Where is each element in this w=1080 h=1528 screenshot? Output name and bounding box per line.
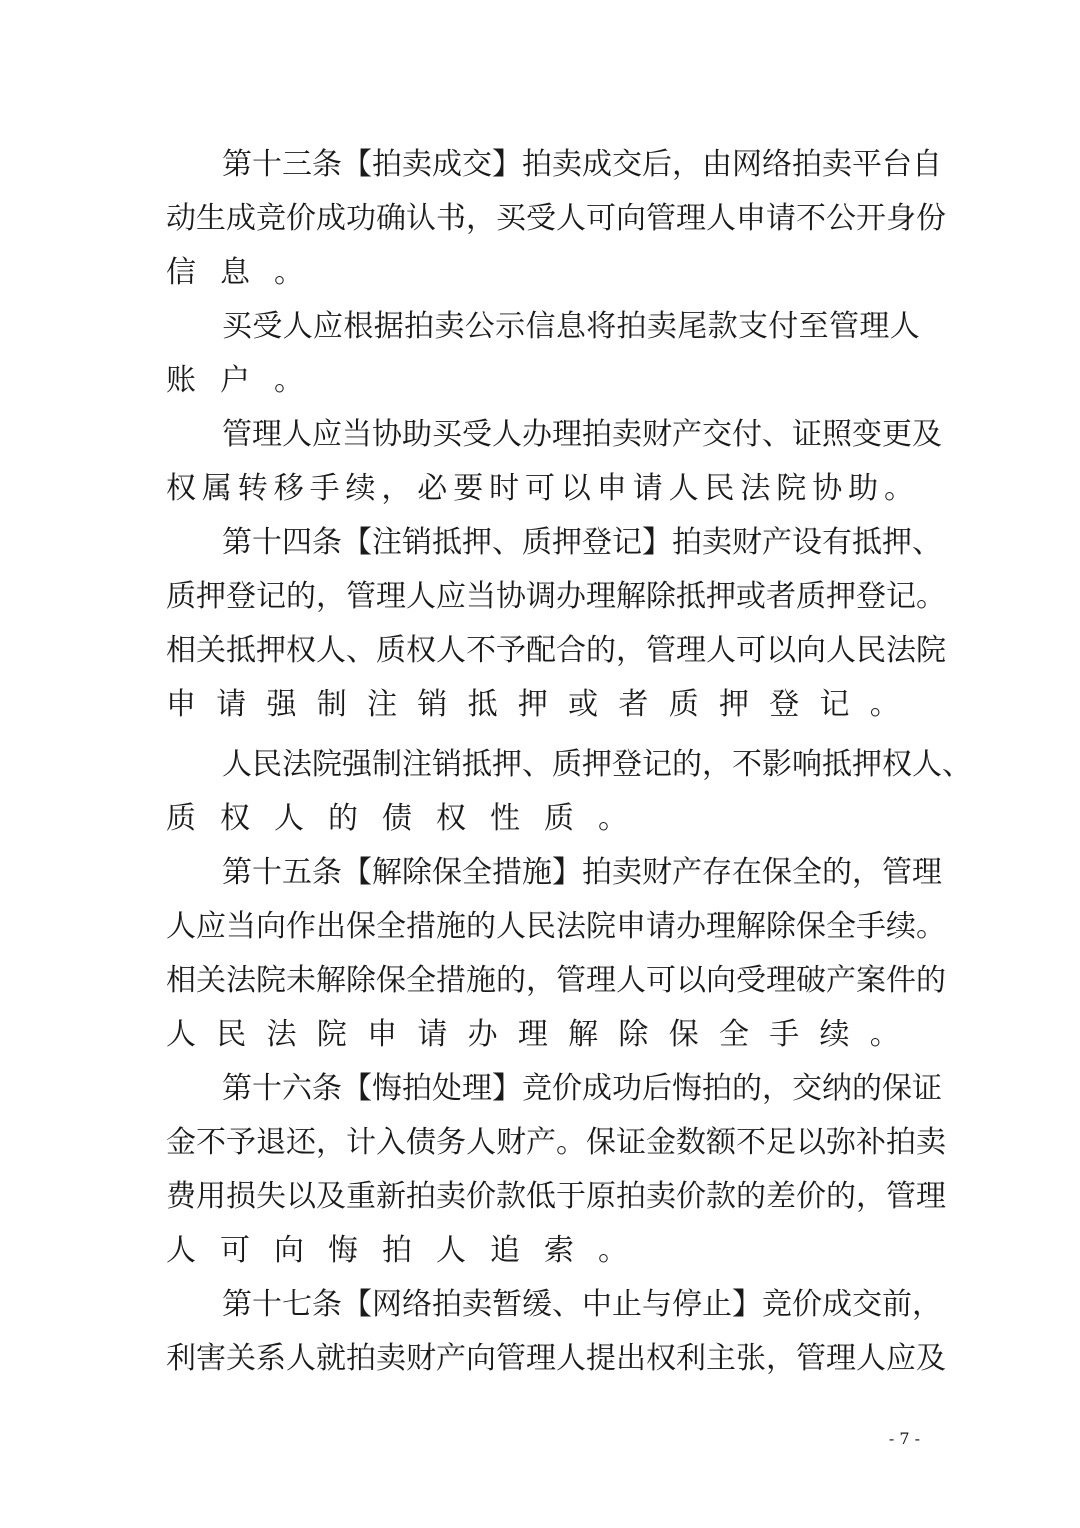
text-line: 第十六条【悔拍处理】竞价成功后悔拍的，交纳的保证: [222, 1071, 942, 1106]
text-line: 人民法院强制注销抵押、质押登记的，不影响抵押权人、: [222, 747, 972, 782]
text-line: 费用损失以及重新拍卖价款低于原拍卖价款的差价的，管理: [166, 1179, 946, 1214]
text-line: 质权人的债权性质。: [166, 801, 652, 836]
text-line: 信息。: [166, 255, 328, 290]
text-line: 人民法院申请办理解除保全手续。: [166, 1017, 921, 1052]
text-line: 第十七条【网络拍卖暂缓、中止与停止】竞价成交前，: [222, 1287, 942, 1322]
text-line: 账户。: [166, 363, 328, 398]
text-line: 第十三条【拍卖成交】拍卖成交后，由网络拍卖平台自: [222, 147, 942, 182]
text-line: 质押登记的，管理人应当协调办理解除抵押或者质押登记。: [166, 579, 946, 614]
text-line: 申请强制注销抵押或者质押登记。: [166, 687, 921, 722]
text-line: 人应当向作出保全措施的人民法院申请办理解除保全手续。: [166, 909, 946, 944]
text-line: 权属转移手续，必要时可以申请人民法院协助。: [166, 471, 920, 506]
page-number: - 7 -: [888, 1429, 920, 1448]
text-line: 相关抵押权人、质权人不予配合的，管理人可以向人民法院: [166, 633, 946, 668]
text-line: 金不予退还，计入债务人财产。保证金数额不足以弥补拍卖: [166, 1125, 946, 1160]
text-line: 动生成竞价成功确认书，买受人可向管理人申请不公开身份: [166, 201, 946, 236]
text-line: 第十四条【注销抵押、质押登记】拍卖财产设有抵押、: [222, 525, 942, 560]
text-line: 管理人应当协助买受人办理拍卖财产交付、证照变更及: [222, 417, 942, 452]
text-line: 买受人应根据拍卖公示信息将拍卖尾款支付至管理人: [222, 309, 921, 344]
text-line: 人可向悔拍人追索。: [166, 1233, 652, 1268]
text-line: 相关法院未解除保全措施的，管理人可以向受理破产案件的: [166, 963, 946, 998]
text-line: 第十五条【解除保全措施】拍卖财产存在保全的，管理: [222, 855, 942, 890]
text-line: 利害关系人就拍卖财产向管理人提出权利主张，管理人应及: [166, 1341, 946, 1376]
